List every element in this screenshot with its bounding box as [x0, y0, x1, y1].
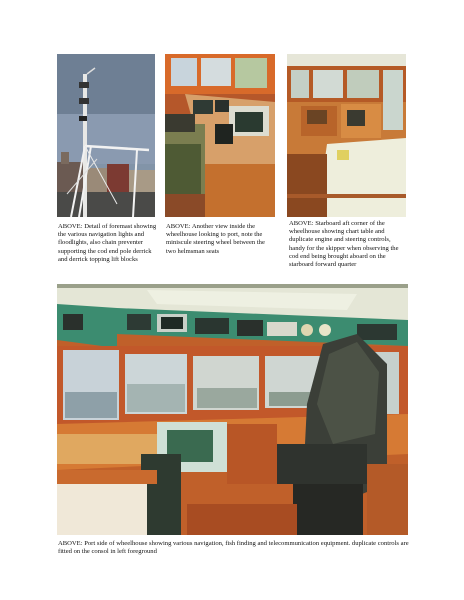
photo-caption: ABOVE: Another view inside the wheelhouse looking to port, note the miniscule steering wheel between the two helmsman seats — [166, 223, 265, 255]
wheelhouse-port-view-photo — [165, 54, 275, 217]
photo-caption: ABOVE: Port side of wheelhouse showing various navigation, fish finding and telecommunication equipment. duplicate controls are fitted on the consol in left foreground — [58, 540, 409, 556]
wheelhouse-port-side-photo — [57, 284, 408, 535]
foremast-photo — [57, 54, 155, 217]
photo-caption: ABOVE: Starboard aft corner of the wheelhouse showing chart table and duplicate engine and steering controls, handy for the skipper when observing the cod end being brought aboard on the starboard forward quarter — [289, 220, 399, 269]
photo-caption: ABOVE: Detail of foremast showing the various navigation lights and floodlights, also chain preventer supporting the cod end pole derrick and derrick topping lift blocks — [58, 223, 157, 263]
starboard-aft-corner-photo — [287, 54, 406, 217]
